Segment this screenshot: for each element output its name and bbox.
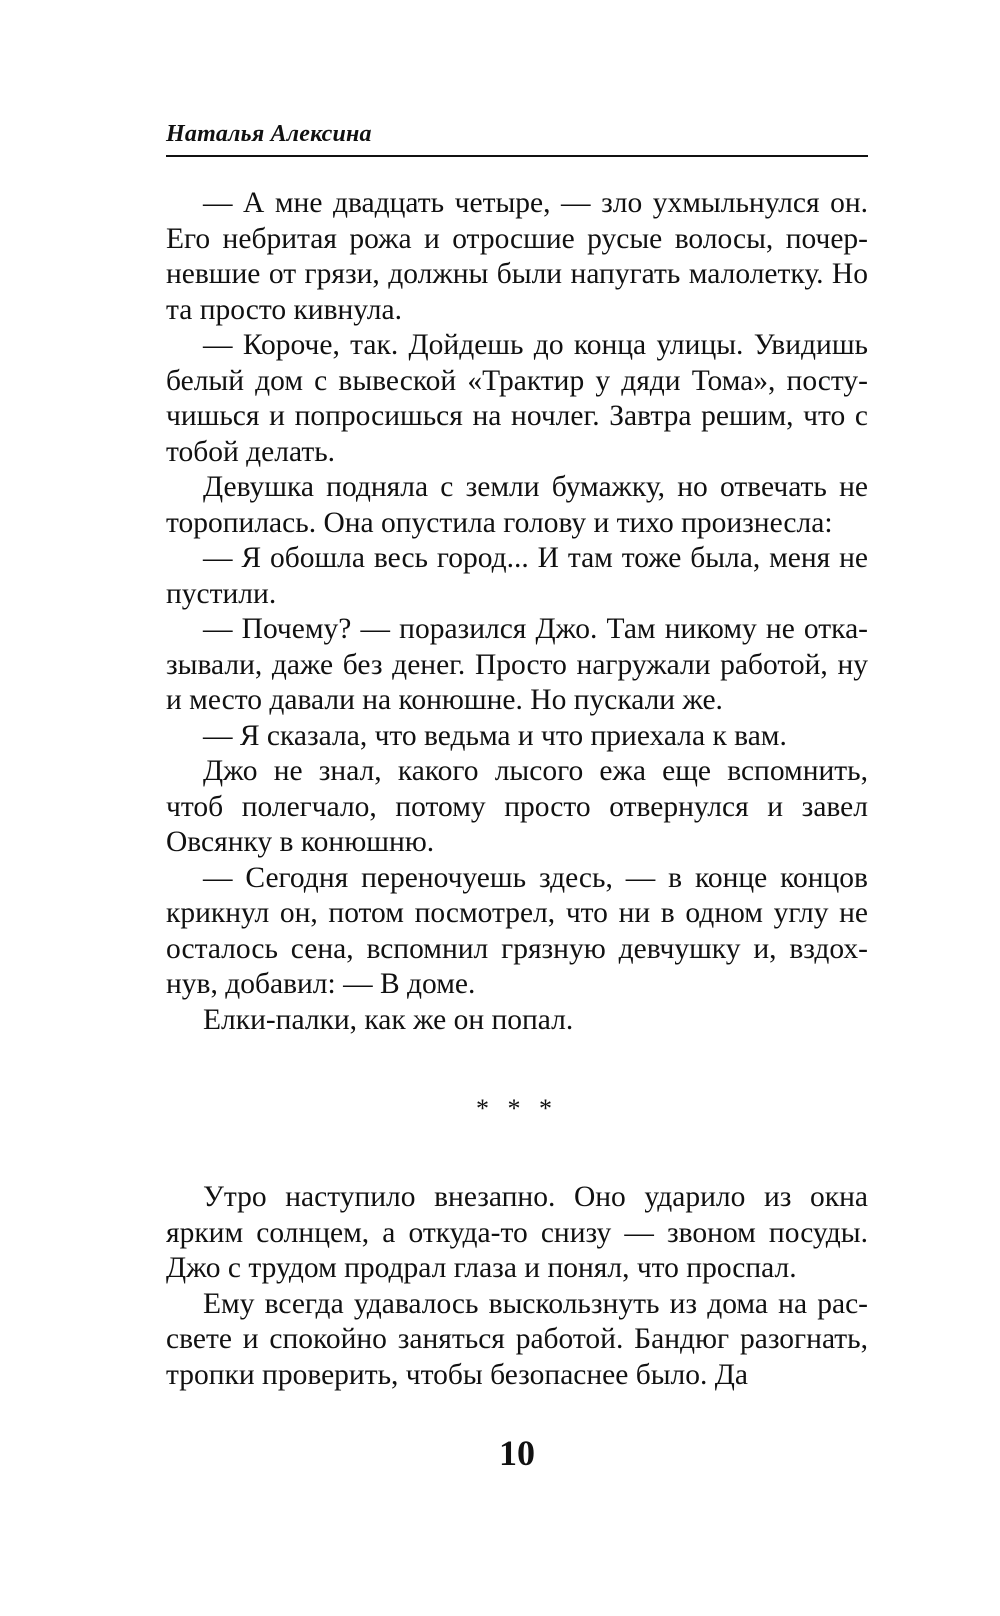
paragraph: — Я обошла весь город... И там тоже была, меня не пустили. — [166, 542, 868, 610]
header-rule — [166, 155, 868, 157]
running-head-author: Наталья Алексина — [166, 121, 372, 147]
paragraph: Девушка подняла с земли бумажку, но отвечать не торопилась. Она опустила голову и тихо произнесла: — [166, 471, 868, 539]
paragraph: Елки-палки, как же он попал. — [203, 1003, 574, 1036]
paragraph: Утро наступило внезапно. Оно ударило из окна ярким солнцем, а откуда-то снизу — звоном посуды. Джо с трудом продрал глаза и понял, что проспал. — [166, 1181, 868, 1284]
page-number: 10 — [499, 1433, 535, 1473]
paragraph: — Сегодня переночуешь здесь, — в конце концов крикнул он, потом посмотрел, что ни в одном углу не осталось сена, вспомнил грязную девчушку и, вздохнув, добавил: — В доме. — [166, 861, 868, 1000]
paragraph: — Почему? — поразился Джо. Там никому не отказывали, даже без денег. Просто нагружали работой, ну и место давали на конюшне. Но пускали же. — [166, 613, 868, 716]
paragraph: — А мне двадцать четыре, — зло ухмыльнулся он. Его небритая рожа и отросшие русые волосы, почерневшие от грязи, должны были напугать малолетку. Но та просто кивнула. — [166, 187, 868, 326]
paragraph: — Короче, так. Дойдешь до конца улицы. Увидишь белый дом с вывеской «Трактир у дяди Тома», постучишься и попросишься на ночлег. Завтра решим, что с тобой делать. — [166, 329, 868, 468]
body-text — [166, 186, 868, 1393]
section-break: * * * — [476, 1094, 558, 1123]
paragraph: Ему всегда удавалось выскользнуть из дома на рассвете и спокойно заняться работой. Бандюг разогнать, тропки проверить, чтобы безопаснее было. Да — [166, 1287, 868, 1391]
paragraph: Джо не знал, какого лысого ежа еще вспомнить, чтоб полегчало, потому просто отвернулся и завел Овсянку в конюшню. — [166, 755, 868, 858]
paragraph: — Я сказала, что ведьма и что приехала к вам. — [203, 719, 787, 752]
